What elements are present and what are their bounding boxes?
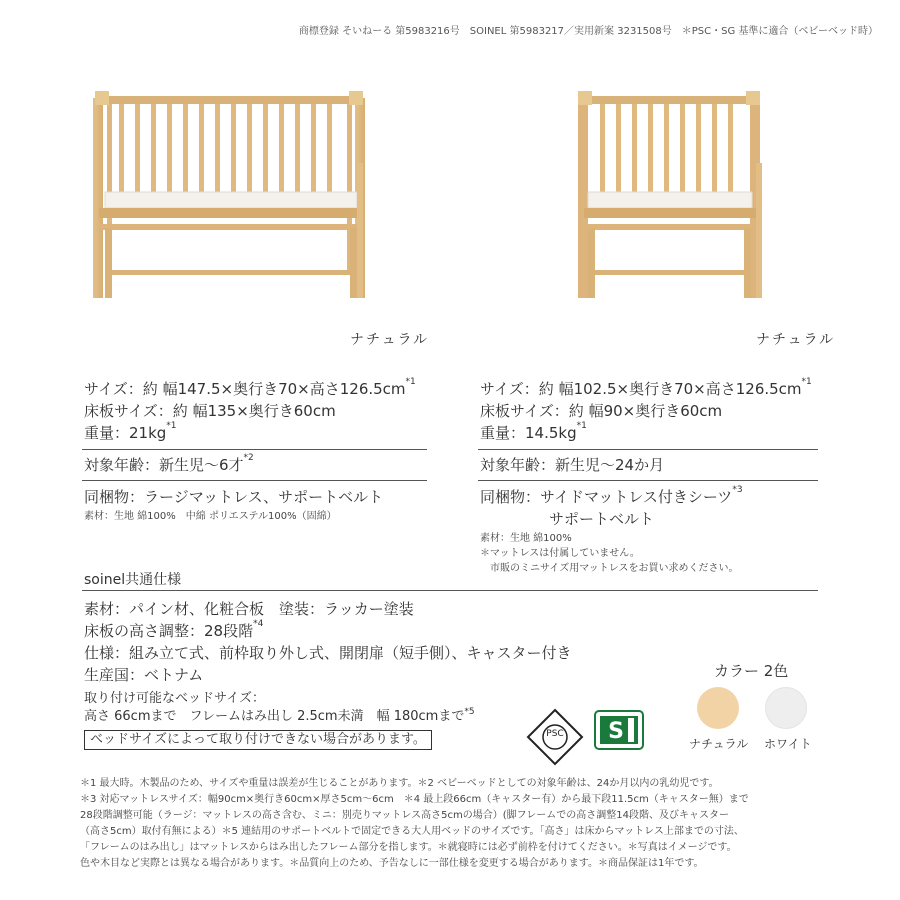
divider	[82, 590, 818, 591]
swatch-white[interactable]	[765, 687, 807, 729]
sg-mark-text: S	[608, 719, 624, 744]
mini-material: 素材：生地 綿100%	[480, 533, 572, 544]
mini-mattress-note: ＊マットレスは付属していません。	[480, 548, 640, 559]
mini-weight: 重量：$14.5kg^{*1}$	[480, 421, 587, 442]
large-age: 対象年齢：新生児〜6才$^{*2}$	[84, 453, 254, 474]
mini-mattress-note-2: 市販のミニサイズ用マットレスをお買い求めください。	[490, 563, 739, 574]
large-material: 素材：生地 綿100% 中綿 ポリエステル100%（固綿）	[84, 511, 337, 522]
mini-bundle: 同梱物：サイドマットレス付きシーツ$^{*3}$	[480, 485, 743, 506]
colors-title: カラー 2色	[714, 662, 789, 680]
large-weight: 重量：$21kg^{*1}$	[84, 421, 177, 442]
large-bundle: 同梱物：ラージマットレス、サポートベルト	[84, 488, 384, 506]
psc-mark-text: PSC	[546, 729, 564, 739]
common-heading: soinel共通仕様	[84, 572, 182, 588]
large-specs	[84, 378, 416, 444]
large-floor-size: 床板サイズ：約 幅135×奥行き60cm	[84, 402, 336, 420]
large-color-label: ナチュラル	[350, 332, 430, 348]
common-height-adjust: 床板の高さ調整：28段階$^{*4}$	[84, 619, 264, 640]
large-crib-image	[85, 88, 385, 303]
mini-age: 対象年齢：新生児〜24か月	[480, 456, 665, 474]
bed-size-text: 高さ 66cmまで フレームはみ出し 2.5cm未満 幅 180cmまで$^{*5}$	[84, 707, 475, 724]
common-origin: 生産国：ベトナム	[84, 666, 204, 684]
sg-mark-icon	[594, 710, 644, 750]
divider	[82, 480, 427, 481]
mini-crib-image	[572, 88, 772, 303]
mini-bundle-line2: サポートベルト	[549, 510, 655, 528]
divider	[478, 480, 818, 481]
trademark-text: 商標登録 そいねーる 第5983216号 SOINEL 第5983217／実用新案 3231508号 ＊PSC・SG 基準に適合（ベビーベッド時）	[298, 26, 878, 37]
footnote-line: （高さ5cm）取付有無による）＊5 連結用のサポートベルトで固定できる大人用ベッドのサイズです。「高さ」は床からマットレス上部までの寸法、	[80, 826, 744, 837]
swatch-natural[interactable]	[697, 687, 739, 729]
common-spec: 仕様：組み立て式、前枠取り外し式、開閉扉（短手側）、キャスター付き	[84, 644, 572, 662]
bed-size-block	[84, 690, 475, 750]
bed-size-title: 取り付け可能なベッドサイズ：	[84, 691, 265, 706]
swatch-white-label: ホワイト	[764, 737, 812, 751]
footnote-line: ＊3 対応マットレスサイズ：幅90cm×奥行き60cm×厚さ5cm〜6cm ＊4 最上段66cm（キャスター有）から最下段11.5cm（キャスター無）まで	[80, 794, 749, 805]
footnotes	[80, 776, 749, 872]
mini-color-label: ナチュラル	[756, 332, 836, 348]
psc-mark-icon	[526, 708, 584, 766]
divider	[82, 449, 427, 450]
footnote-line: 「フレームのはみ出し」はマットレスからはみ出したフレーム部分を指します。＊就寝時には必ず前枠を付けてください。＊写真はイメージです。	[80, 842, 737, 853]
footnote-line: ＊1 最大時。木製品のため、サイズや重量は誤差が生じることがあります。＊2 ベビーベッドとしての対象年齢は、24か月以内の乳幼児です。	[80, 778, 719, 789]
large-size: サイズ：約 幅147.5×奥行き70×高さ$126.5cm^{*1}$	[84, 377, 416, 398]
swatch-natural-label: ナチュラル	[689, 737, 749, 751]
mini-size: サイズ：約 幅102.5×奥行き70×高さ$126.5cm^{*1}$	[480, 377, 812, 398]
footnote-line: 色や木目など実際とは異なる場合があります。＊品質向上のため、予告なしに一部仕様を変更する場合があります。＊商品保証は1年です。	[80, 858, 704, 869]
bed-size-warning: ベッドサイズによって取り付けできない場合があります。	[84, 730, 432, 750]
divider	[478, 449, 818, 450]
mini-specs	[480, 378, 812, 444]
mini-floor-size: 床板サイズ：約 幅90×奥行き60cm	[480, 402, 723, 420]
common-specs	[84, 598, 572, 686]
footnote-line: 28段階調整可能（ラージ：マットレスの高さ含む、ミニ：別売りマットレス高さ5cmの場合）(脚フレームでの高さ調整14段階、及びキャスター	[80, 810, 729, 821]
common-material: 素材：パイン材、化粧合板 塗装：ラッカー塗装	[84, 600, 414, 618]
